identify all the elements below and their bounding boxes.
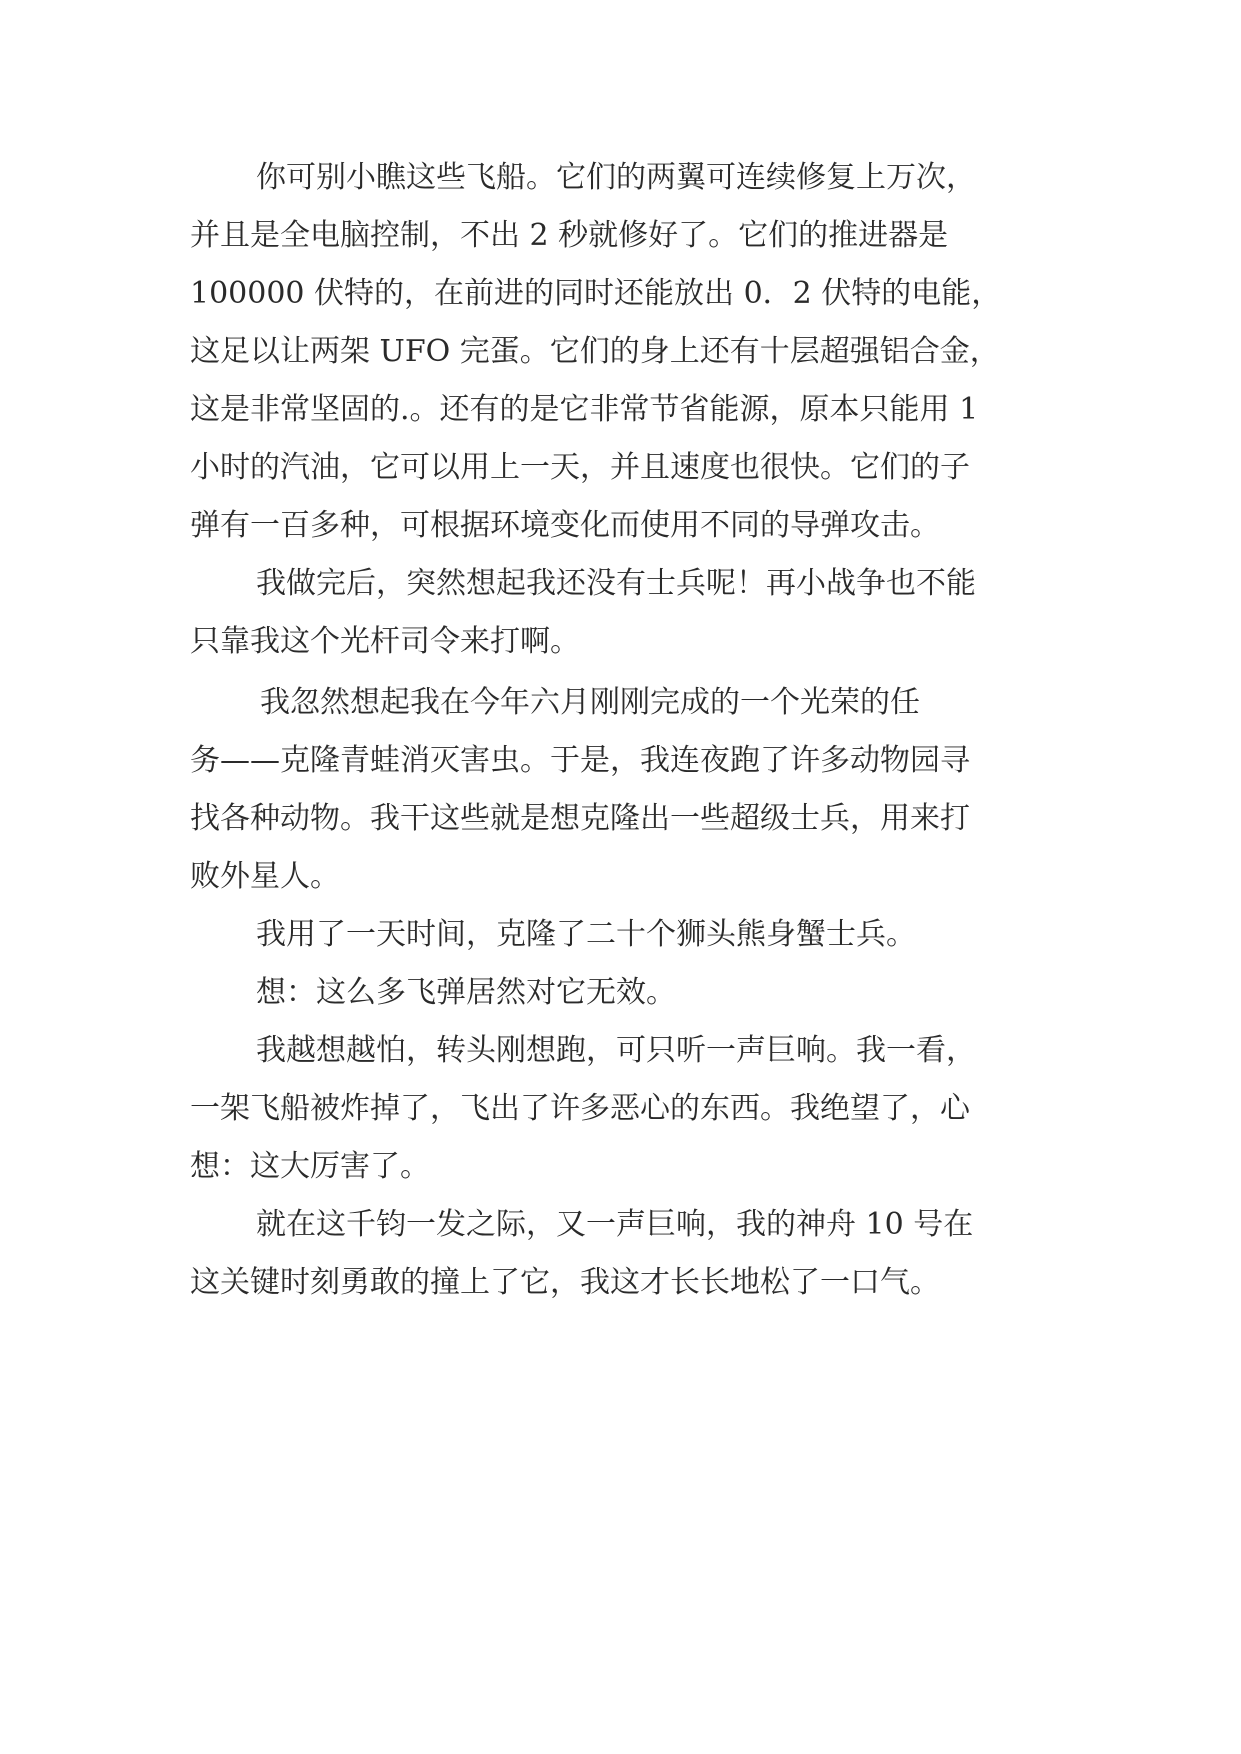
paragraph-1-line-3: 100000 伏特的，在前进的同时还能放出 0．2 伏特的电能， bbox=[190, 276, 1002, 311]
paragraph-1-line-6: 小时的汽油，它可以用上一天，并且速度也很快。它们的子 bbox=[190, 450, 970, 485]
paragraph-4-line-1: 我用了一天时间，克隆了二十个狮头熊身蟹士兵。 bbox=[256, 917, 916, 952]
paragraph-1-line-5: 这是非常坚固的.。还有的是它非常节省能源，原本只能用 1 bbox=[190, 392, 979, 427]
paragraph-3-line-3: 找各种动物。我干这些就是想克隆出一些超级士兵，用来打 bbox=[190, 801, 970, 836]
paragraph-2-line-2: 只靠我这个光杆司令来打啊。 bbox=[190, 624, 580, 659]
paragraph-1-line-4: 这足以让两架 UFO 完蛋。它们的身上还有十层超强铝合金， bbox=[190, 334, 1000, 369]
paragraph-6-line-2: 一架飞船被炸掉了，飞出了许多恶心的东西。我绝望了，心 bbox=[190, 1091, 970, 1126]
paragraph-5-line-1: 想：这么多飞弹居然对它无效。 bbox=[256, 975, 676, 1010]
paragraph-1-line-7: 弹有一百多种，可根据环境变化而使用不同的导弹攻击。 bbox=[190, 508, 940, 543]
paragraph-1-line-1: 你可别小瞧这些飞船。它们的两翼可连续修复上万次， bbox=[256, 160, 976, 195]
paragraph-7-line-2: 这关键时刻勇敢的撞上了它，我这才长长地松了一口气。 bbox=[190, 1265, 940, 1300]
paragraph-6-line-3: 想：这大厉害了。 bbox=[190, 1149, 430, 1184]
paragraph-7-line-1: 就在这千钧一发之际，又一声巨响，我的神舟 10 号在 bbox=[256, 1207, 974, 1242]
paragraph-1-line-2: 并且是全电脑控制，不出 2 秒就修好了。它们的推进器是 bbox=[190, 218, 949, 253]
paragraph-3-line-2: 务——克隆青蛙消灭害虫。于是，我连夜跑了许多动物园寻 bbox=[190, 743, 970, 778]
paragraph-3-line-4: 败外星人。 bbox=[190, 859, 340, 894]
paragraph-3-line-1: 我忽然想起我在今年六月刚刚完成的一个光荣的任 bbox=[260, 685, 920, 720]
paragraph-2-line-1: 我做完后，突然想起我还没有士兵呢！再小战争也不能 bbox=[256, 566, 976, 601]
paragraph-6-line-1: 我越想越怕，转头刚想跑，可只听一声巨响。我一看， bbox=[256, 1033, 976, 1068]
